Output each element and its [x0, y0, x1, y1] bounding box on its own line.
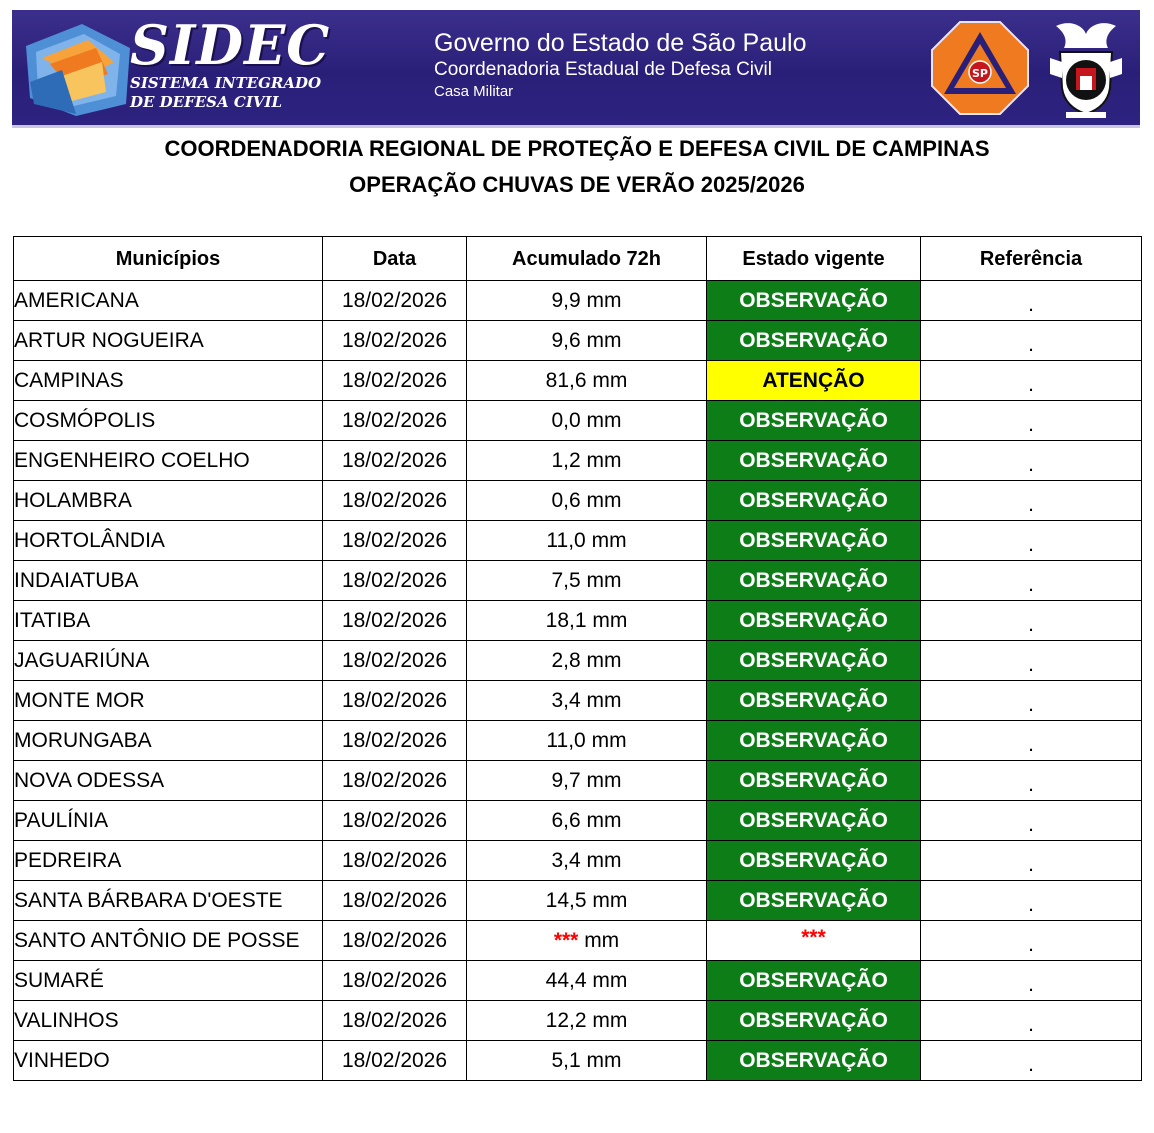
accumulated-value: 0,6 [551, 488, 581, 512]
accumulated-value: 9,7 [551, 768, 581, 792]
table-body [14, 281, 1142, 1081]
accumulated-72h-cell [467, 1001, 707, 1041]
accumulated-unit: mm [586, 808, 622, 832]
reference-value: . [1028, 1052, 1034, 1076]
reference-value: . [1028, 772, 1034, 796]
date-cell: 18/02/2026 [323, 881, 467, 921]
sidec-subtitle-2: DE DEFESA CIVIL [130, 93, 283, 111]
table-row [14, 321, 1142, 361]
date-cell: 18/02/2026 [323, 561, 467, 601]
status-badge: OBSERVAÇÃO [707, 1001, 921, 1041]
table-header-row [14, 237, 1142, 281]
table-row [14, 401, 1142, 441]
column-header-estado: Estado vigente [707, 237, 921, 281]
date-cell: 18/02/2026 [323, 281, 467, 321]
reference-value: . [1028, 412, 1034, 436]
date-cell: 18/02/2026 [323, 921, 467, 961]
accumulated-unit: mm [586, 648, 622, 672]
reference-cell [921, 321, 1142, 361]
municipio-cell: SANTO ANTÔNIO DE POSSE [14, 921, 323, 961]
date-cell: 18/02/2026 [323, 681, 467, 721]
accumulated-value: 18,1 [545, 608, 587, 632]
reference-cell [921, 921, 1142, 961]
accumulated-value: 1,2 [551, 448, 581, 472]
accumulated-unit: mm [592, 608, 628, 632]
accumulated-value: 3,4 [551, 688, 581, 712]
date-cell: 18/02/2026 [323, 761, 467, 801]
reference-cell [921, 841, 1142, 881]
accumulated-72h-cell [467, 361, 707, 401]
accumulated-unit: mm [586, 568, 622, 592]
reference-value: . [1028, 812, 1034, 836]
table-row [14, 441, 1142, 481]
municipio-cell: INDAIATUBA [14, 561, 323, 601]
gov-line-3: Casa Militar [434, 83, 514, 100]
reference-value: . [1028, 332, 1034, 356]
gov-line-2: Coordenadoria Estadual de Defesa Civil [434, 59, 772, 80]
reference-value: . [1028, 1012, 1034, 1036]
column-header-municipios: Municípios [14, 237, 323, 281]
accumulated-unit: mm [586, 768, 622, 792]
accumulated-unit: mm [586, 328, 622, 352]
table-row [14, 361, 1142, 401]
status-badge: OBSERVAÇÃO [707, 441, 921, 481]
reference-value: . [1028, 852, 1034, 876]
municipio-cell: MONTE MOR [14, 681, 323, 721]
municipio-cell: ENGENHEIRO COELHO [14, 441, 323, 481]
date-cell: 18/02/2026 [323, 1041, 467, 1081]
date-cell: 18/02/2026 [323, 441, 467, 481]
date-cell: 18/02/2026 [323, 321, 467, 361]
accumulated-unit: mm [586, 1048, 622, 1072]
column-header-data: Data [323, 237, 467, 281]
accumulated-72h-cell [467, 881, 707, 921]
reference-cell [921, 721, 1142, 761]
emblem-sp-label: SP [972, 67, 988, 80]
municipio-cell: VALINHOS [14, 1001, 323, 1041]
municipio-cell: CAMPINAS [14, 361, 323, 401]
reference-cell [921, 681, 1142, 721]
municipio-cell: HORTOLÂNDIA [14, 521, 323, 561]
status-badge: OBSERVAÇÃO [707, 1041, 921, 1081]
rainfall-status-table [13, 236, 1142, 1081]
date-cell: 18/02/2026 [323, 401, 467, 441]
reference-cell [921, 881, 1142, 921]
reference-cell [921, 481, 1142, 521]
date-cell: 18/02/2026 [323, 1001, 467, 1041]
status-badge: OBSERVAÇÃO [707, 841, 921, 881]
accumulated-value: 7,5 [551, 568, 581, 592]
municipio-cell: ITATIBA [14, 601, 323, 641]
accumulated-unit: mm [591, 528, 627, 552]
accumulated-value: 81,6 [545, 368, 587, 392]
accumulated-unit: mm [592, 1008, 628, 1032]
accumulated-72h-cell [467, 921, 707, 961]
accumulated-72h-cell [467, 521, 707, 561]
accumulated-value: 6,6 [551, 808, 581, 832]
status-badge: OBSERVAÇÃO [707, 681, 921, 721]
sidec-title: SIDEC [130, 13, 331, 77]
accumulated-unit: mm [591, 728, 627, 752]
reference-value: . [1028, 932, 1034, 956]
table-row [14, 641, 1142, 681]
accumulated-72h-cell [467, 281, 707, 321]
header-banner [12, 10, 1140, 128]
accumulated-value: 0,0 [551, 408, 581, 432]
municipio-cell: SANTA BÁRBARA D'OESTE [14, 881, 323, 921]
table-row [14, 721, 1142, 761]
reference-cell [921, 561, 1142, 601]
accumulated-unit: mm [586, 688, 622, 712]
status-badge: OBSERVAÇÃO [707, 401, 921, 441]
document-title: COORDENADORIA REGIONAL DE PROTEÇÃO E DEFESA CIVIL DE CAMPINAS [164, 136, 990, 161]
table-row [14, 841, 1142, 881]
reference-value: . [1028, 972, 1034, 996]
table-row [14, 761, 1142, 801]
municipio-cell: ARTUR NOGUEIRA [14, 321, 323, 361]
status-badge: OBSERVAÇÃO [707, 961, 921, 1001]
table-row [14, 1001, 1142, 1041]
accumulated-value: 11,0 [546, 528, 586, 552]
accumulated-unit: mm [586, 408, 622, 432]
reference-cell [921, 761, 1142, 801]
reference-cell [921, 961, 1142, 1001]
accumulated-value: 3,4 [551, 848, 581, 872]
column-header-referencia: Referência [921, 237, 1142, 281]
accumulated-unit: mm [592, 368, 628, 392]
table-row [14, 521, 1142, 561]
accumulated-value: 12,2 [545, 1008, 587, 1032]
table-row [14, 561, 1142, 601]
accumulated-unit: mm [586, 488, 622, 512]
accumulated-unit: mm [584, 928, 620, 952]
reference-cell [921, 641, 1142, 681]
date-cell: 18/02/2026 [323, 801, 467, 841]
status-badge: OBSERVAÇÃO [707, 801, 921, 841]
reference-value: . [1028, 532, 1034, 556]
municipio-cell: MORUNGABA [14, 721, 323, 761]
table-row [14, 921, 1142, 961]
accumulated-value: *** [553, 928, 579, 952]
accumulated-72h-cell [467, 481, 707, 521]
reference-value: . [1028, 492, 1034, 516]
status-badge: OBSERVAÇÃO [707, 521, 921, 561]
table-row [14, 601, 1142, 641]
status-badge: *** [707, 921, 921, 961]
table-row [14, 281, 1142, 321]
reference-value: . [1028, 892, 1034, 916]
document-subtitle: OPERAÇÃO CHUVAS DE VERÃO 2025/2026 [349, 172, 805, 197]
accumulated-72h-cell [467, 761, 707, 801]
accumulated-72h-cell [467, 441, 707, 481]
status-badge: OBSERVAÇÃO [707, 321, 921, 361]
status-badge: OBSERVAÇÃO [707, 761, 921, 801]
reference-cell [921, 601, 1142, 641]
municipio-cell: VINHEDO [14, 1041, 323, 1081]
table-row [14, 481, 1142, 521]
accumulated-72h-cell [467, 1041, 707, 1081]
municipio-cell: HOLAMBRA [14, 481, 323, 521]
status-badge: OBSERVAÇÃO [707, 641, 921, 681]
casa-militar-emblem-icon [1042, 18, 1130, 120]
reference-value: . [1028, 692, 1034, 716]
date-cell: 18/02/2026 [323, 361, 467, 401]
accumulated-value: 44,4 [545, 968, 587, 992]
accumulated-value: 9,6 [551, 328, 581, 352]
municipio-cell: AMERICANA [14, 281, 323, 321]
accumulated-72h-cell [467, 401, 707, 441]
reference-value: . [1028, 452, 1034, 476]
municipio-cell: JAGUARIÚNA [14, 641, 323, 681]
municipio-cell: SUMARÉ [14, 961, 323, 1001]
date-cell: 18/02/2026 [323, 961, 467, 1001]
status-badge: OBSERVAÇÃO [707, 721, 921, 761]
accumulated-72h-cell [467, 681, 707, 721]
status-badge: OBSERVAÇÃO [707, 561, 921, 601]
accumulated-72h-cell [467, 961, 707, 1001]
accumulated-value: 9,9 [551, 288, 581, 312]
sidec-wordmark [130, 13, 331, 112]
date-cell: 18/02/2026 [323, 721, 467, 761]
reference-cell [921, 1001, 1142, 1041]
table-row [14, 1041, 1142, 1081]
status-badge: OBSERVAÇÃO [707, 601, 921, 641]
municipio-cell: PEDREIRA [14, 841, 323, 881]
accumulated-unit: mm [592, 968, 628, 992]
date-cell: 18/02/2026 [323, 521, 467, 561]
table-row [14, 801, 1142, 841]
accumulated-unit: mm [592, 888, 628, 912]
reference-value: . [1028, 652, 1034, 676]
accumulated-unit: mm [586, 288, 622, 312]
date-cell: 18/02/2026 [323, 601, 467, 641]
reference-value: . [1028, 612, 1034, 636]
table-row [14, 681, 1142, 721]
reference-cell [921, 521, 1142, 561]
accumulated-value: 5,1 [551, 1048, 581, 1072]
status-badge: OBSERVAÇÃO [707, 881, 921, 921]
reference-cell [921, 281, 1142, 321]
reference-cell [921, 1041, 1142, 1081]
date-cell: 18/02/2026 [323, 481, 467, 521]
accumulated-value: 11,0 [546, 728, 586, 752]
reference-value: . [1028, 572, 1034, 596]
table-row [14, 961, 1142, 1001]
table-row [14, 881, 1142, 921]
accumulated-value: 2,8 [551, 648, 581, 672]
reference-value: . [1028, 292, 1034, 316]
accumulated-72h-cell [467, 841, 707, 881]
reference-cell [921, 401, 1142, 441]
status-badge: ATENÇÃO [707, 361, 921, 401]
column-header-acumulado: Acumulado 72h [467, 237, 707, 281]
accumulated-72h-cell [467, 801, 707, 841]
gov-line-1: Governo do Estado de São Paulo [434, 29, 807, 57]
accumulated-unit: mm [586, 848, 622, 872]
reference-value: . [1028, 372, 1034, 396]
accumulated-72h-cell [467, 321, 707, 361]
municipio-cell: NOVA ODESSA [14, 761, 323, 801]
reference-value: . [1028, 732, 1034, 756]
reference-cell [921, 801, 1142, 841]
sidec-folder-logo-icon [22, 18, 134, 118]
status-badge: OBSERVAÇÃO [707, 481, 921, 521]
municipio-cell: COSMÓPOLIS [14, 401, 323, 441]
reference-cell [921, 361, 1142, 401]
accumulated-unit: mm [586, 448, 622, 472]
sidec-subtitle-1: SISTEMA INTEGRADO [130, 74, 322, 92]
accumulated-value: 14,5 [545, 888, 587, 912]
date-cell: 18/02/2026 [323, 841, 467, 881]
defesa-civil-emblem-icon [930, 20, 1030, 116]
status-badge: OBSERVAÇÃO [707, 281, 921, 321]
accumulated-72h-cell [467, 561, 707, 601]
date-cell: 18/02/2026 [323, 641, 467, 681]
accumulated-72h-cell [467, 641, 707, 681]
reference-cell [921, 441, 1142, 481]
accumulated-72h-cell [467, 601, 707, 641]
accumulated-72h-cell [467, 721, 707, 761]
municipio-cell: PAULÍNIA [14, 801, 323, 841]
government-text [434, 28, 807, 102]
